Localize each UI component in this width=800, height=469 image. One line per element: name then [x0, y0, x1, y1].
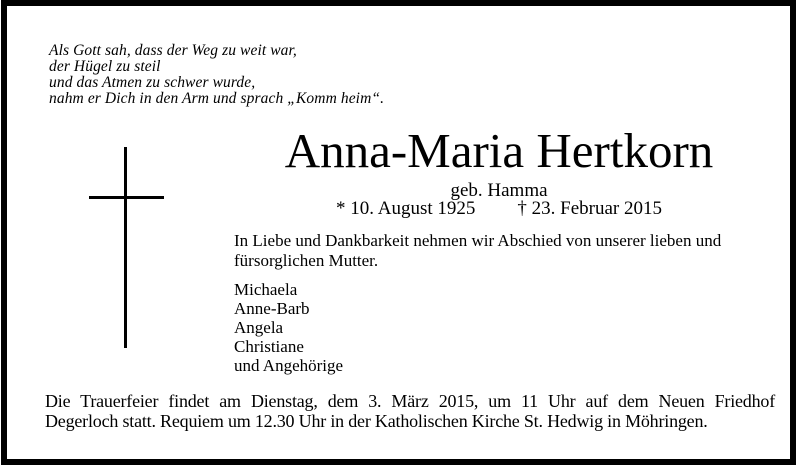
- funeral-line: Degerloch statt. Requiem um 12.30 Uhr in der Katholischen Kirche St. Hedwig in Möhringen.: [45, 410, 708, 431]
- tribute-line: In Liebe und Dankbarkeit nehmen wir Abschied von unserer lieben und: [234, 231, 722, 250]
- mourner-name: Angela: [234, 318, 284, 337]
- mourner-name: Michaela: [234, 280, 298, 299]
- poem-line: Als Gott sah, dass der Weg zu weit war,: [49, 42, 297, 59]
- funeral-line: Die Trauerfeier findet am Dienstag, dem 3. März 2015, um 11 Uhr auf dem Neuen Friedhof: [45, 391, 775, 411]
- tribute-line: fürsorglichen Mutter.: [234, 251, 379, 270]
- mourners-list: [234, 280, 764, 375]
- deceased-name: Anna-Maria Hertkorn: [284, 123, 714, 178]
- cross-vertical-bar: [124, 147, 127, 348]
- birth-date: * 10. August 1925: [336, 198, 476, 219]
- poem-line: und das Atmen zu schwer wurde,: [49, 74, 256, 91]
- life-dates: [234, 199, 764, 220]
- maiden-name: geb. Hamma: [450, 180, 548, 201]
- tribute-text: [234, 231, 764, 271]
- poem-line: nahm er Dich in den Arm und sprach „Komm heim“.: [49, 90, 385, 107]
- mourner-name: und Angehörige: [234, 356, 344, 375]
- mourner-name: Anne-Barb: [234, 299, 310, 318]
- notice-border: [1, 0, 796, 465]
- mourner-name: Christiane: [234, 337, 304, 356]
- cross-horizontal-bar: [89, 196, 164, 199]
- funeral-info: [45, 392, 775, 431]
- death-date: † 23. Februar 2015: [517, 198, 662, 219]
- poem-line: der Hügel zu steil: [49, 58, 161, 75]
